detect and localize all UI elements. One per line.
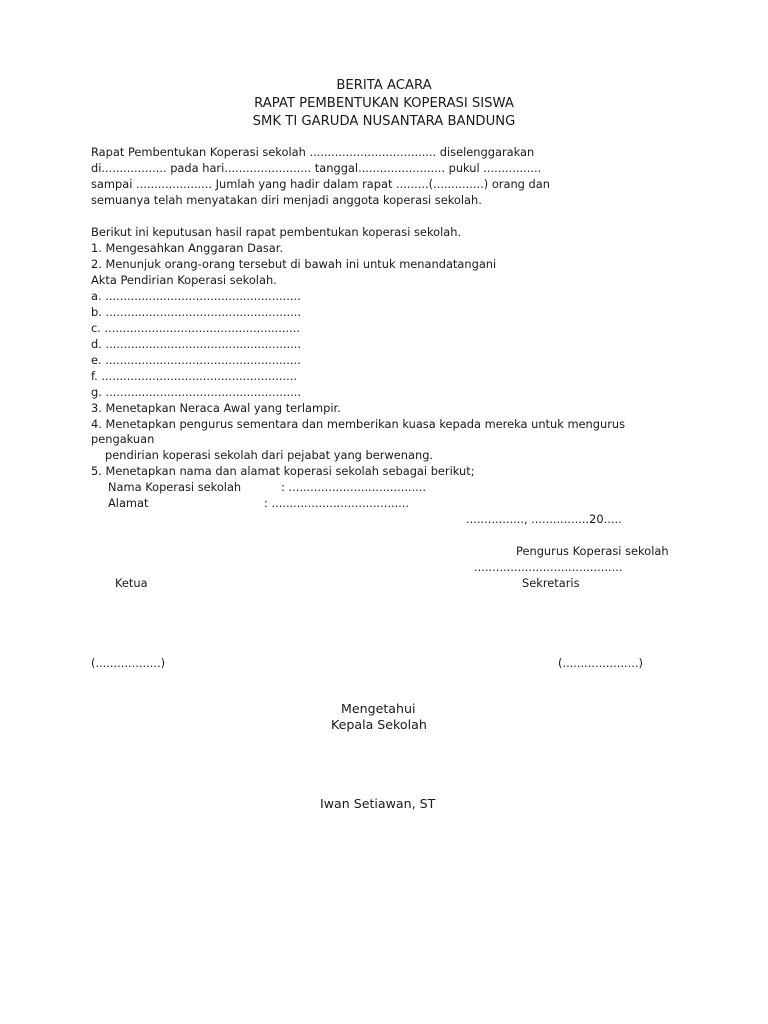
committee-label: Pengurus Koperasi sekolah [516,544,669,558]
secretary-name-blank: (.....................) [558,656,643,670]
chairman-label: Ketua [115,576,148,590]
acknowledged-label: Mengetahui [341,701,416,716]
place-date: ................, ................20..... [466,512,622,526]
cooperative-address-value: : ...................................... [264,496,410,510]
decision-1: 1. Mengesahkan Anggaran Dasar. [91,241,284,255]
intro-line: sampai ..................... Jumlah yang hadir dalam rapat .........(..............) orang dan [91,177,550,191]
signatory-line: b. ...................................................... [91,305,301,319]
decisions-intro: Berikut ini keputusan hasil rapat pembentukan koperasi sekolah. [91,225,462,239]
decision-5: 5. Menetapkan nama dan alamat koperasi sekolah sebagai berikut; [91,464,475,478]
title-line-3: SMK TI GARUDA NUSANTARA BANDUNG [252,114,516,129]
cooperative-name-label: Nama Koperasi sekolah [108,480,242,494]
intro-line: Rapat Pembentukan Koperasi sekolah ................................... diselenggarakan [91,145,535,159]
secretary-label: Sekretaris [522,576,580,590]
signatory-line: a. ...................................................... [91,289,301,303]
title-line-2: RAPAT PEMBENTUKAN KOPERASI SISWA [254,96,514,111]
principal-name: Iwan Setiawan, ST [320,796,436,811]
principal-title: Kepala Sekolah [331,717,427,732]
decision-4-continued: pengakuan [91,432,155,446]
committee-dots: ......................................... [474,560,623,574]
signatory-line: c. ...................................................... [91,321,301,335]
intro-line: di.................. pada hari........................ tanggal........................ pukul ................ [91,161,542,175]
decision-4: 4. Menetapkan pengurus sementara dan memberikan kuasa kepada mereka untuk mengurus [91,417,626,431]
signatory-line: e. ...................................................... [91,353,301,367]
decision-2-continued: Akta Pendirian Koperasi sekolah. [91,273,277,287]
decision-3: 3. Menetapkan Neraca Awal yang terlampir. [91,401,341,415]
intro-line: semuanya telah menyatakan diri menjadi anggota koperasi sekolah. [91,193,482,207]
cooperative-address-label: Alamat [108,496,149,510]
title-line-1: BERITA ACARA [336,78,432,93]
signatory-line: f. ...................................................... [91,369,297,383]
signatory-line: g. ...................................................... [91,385,301,399]
decision-2: 2. Menunjuk orang-orang tersebut di bawah ini untuk menandatangani [91,257,497,271]
decision-4-continued: pendirian koperasi sekolah dari pejabat yang berwenang. [105,448,434,462]
signatory-line: d. ...................................................... [91,337,301,351]
chairman-name-blank: (..................) [91,656,166,670]
cooperative-name-value: : ...................................... [281,480,427,494]
